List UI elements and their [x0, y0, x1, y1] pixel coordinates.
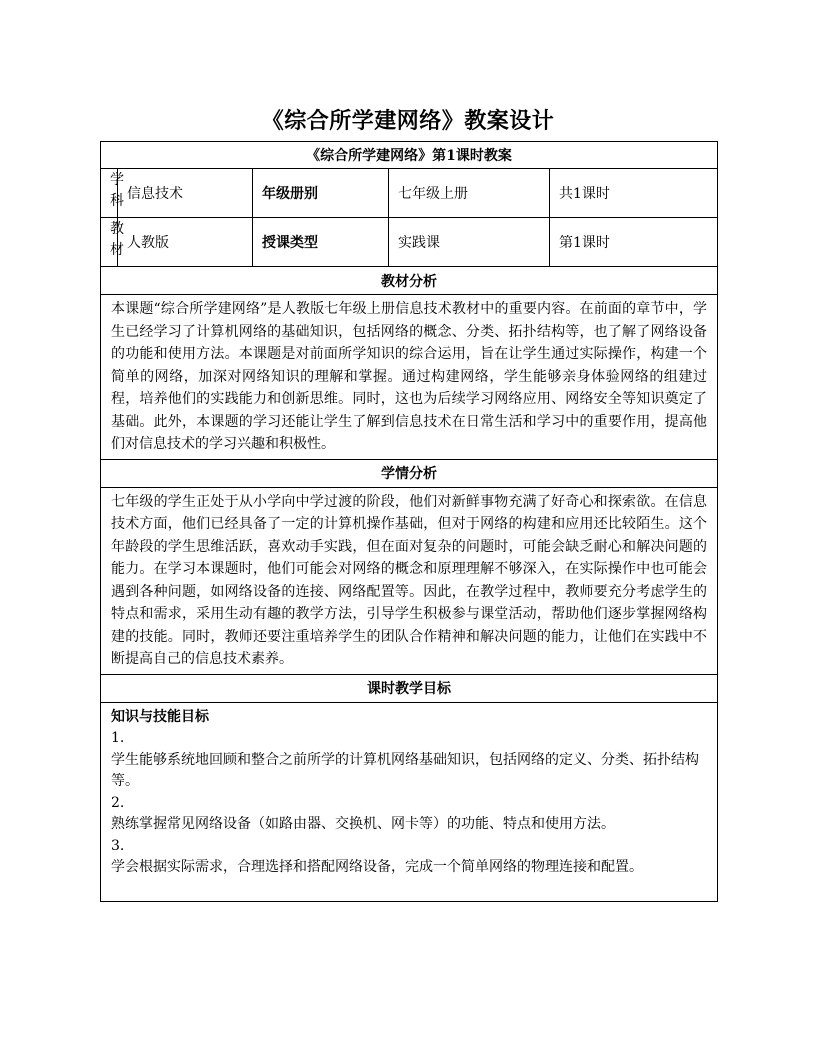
grade-value: 七年级上册	[389, 169, 550, 218]
lesson-plan-table	[100, 141, 718, 902]
info-row-textbook	[101, 218, 718, 267]
section-header-row	[101, 459, 718, 487]
row-label-subject	[101, 169, 124, 218]
section-header-row	[101, 267, 718, 295]
lesson-type-value: 实践课	[389, 218, 550, 267]
row-label-bottom: 科	[110, 193, 124, 209]
row-label-top: 学	[110, 172, 124, 188]
subject-value: 信息技术	[118, 169, 253, 218]
objective-number: 1.	[111, 730, 125, 746]
objective-text: 熟练掌握常见网络设备（如路由器、交换机、网卡等）的功能、特点和使用方法。	[111, 816, 615, 832]
info-row-subject	[101, 169, 718, 218]
table-title-row	[101, 142, 718, 169]
objective-number: 2.	[111, 794, 125, 811]
objectives-subheading: 知识与技能目标	[111, 708, 209, 725]
document-title: 《综合所学建网络》教案设计	[261, 108, 555, 134]
textbook-analysis-heading: 教材分析	[101, 267, 718, 295]
row-label-bottom: 材	[110, 242, 124, 258]
textbook-value: 人教版	[118, 218, 253, 267]
section-header-row	[101, 674, 718, 702]
learner-analysis-text: 七年级的学生正处于从小学向中学过渡的阶段，他们对新鲜事物充满了好奇心和探索欲。在信息技术方面，他们已经具备了一定的计算机操作基础，但对于网络的构建和应用还比较陌生。这个年龄段的学生思维活跃，喜欢动手实践，但在面对复杂的问题时，可能会缺乏耐心和解决问题的能力。在学习本课题时，他们可能会对网络的概念和原理理解不够深入，在实际操作中也可能会遇到各种问题，如网络设备的连接、网络配置等。因此，在教学过程中，教师要充分考虑学生的特点和需求，采用生动有趣的教学方法，引导学生积极参与课堂活动，帮助他们逐步掌握网络构建的技能。同时，教师还要注重培养学生的团队合作精神和解决问题的能力，让他们在实践中不断提高自己的信息技术素养。	[101, 487, 718, 674]
objective-number: 3.	[111, 837, 125, 854]
row-label-textbook	[101, 218, 124, 267]
total-periods: 共1课时	[550, 169, 718, 218]
textbook-analysis-text: 本课题“综合所学建网络”是人教版七年级上册信息技术教材中的重要内容。在前面的章节中，学生已经学习了计算机网络的基础知识，包括网络的概念、分类、拓扑结构等，也了解了网络设备的功能和使用方法。本课题是对前面所学知识的综合运用，旨在让学生通过实际操作，构建一个简单的网络，加深对网络知识的理解和掌握。通过构建网络，学生能够亲身体验网络的组建过程，培养他们的实践能力和创新思维。同时，这也为后续学习网络应用、网络安全等知识奠定了基础。此外，本课题的学习还能让学生了解到信息技术在日常生活和学习中的重要作用，提高他们对信息技术的学习兴趣和积极性。	[101, 295, 718, 460]
table-title: 《综合所学建网络》第1课时教案	[101, 142, 718, 169]
row-label-top: 教	[110, 221, 124, 237]
lesson-type-label: 授课类型	[253, 218, 389, 267]
current-period: 第1课时	[550, 218, 718, 267]
learner-analysis-heading: 学情分析	[101, 459, 718, 487]
grade-label: 年级册别	[253, 169, 389, 218]
section-body-row	[101, 702, 718, 901]
objectives-heading: 课时教学目标	[101, 674, 718, 702]
objectives-body	[101, 702, 718, 901]
section-body-row	[101, 487, 718, 674]
section-body-row	[101, 295, 718, 460]
objective-text: 学会根据实际需求，合理选择和搭配网络设备，完成一个简单网络的物理连接和配置。	[111, 859, 643, 875]
objective-text: 学生能够系统地回顾和整合之前所学的计算机网络基础知识，包括网络的定义、分类、拓扑结构等。	[111, 751, 699, 789]
